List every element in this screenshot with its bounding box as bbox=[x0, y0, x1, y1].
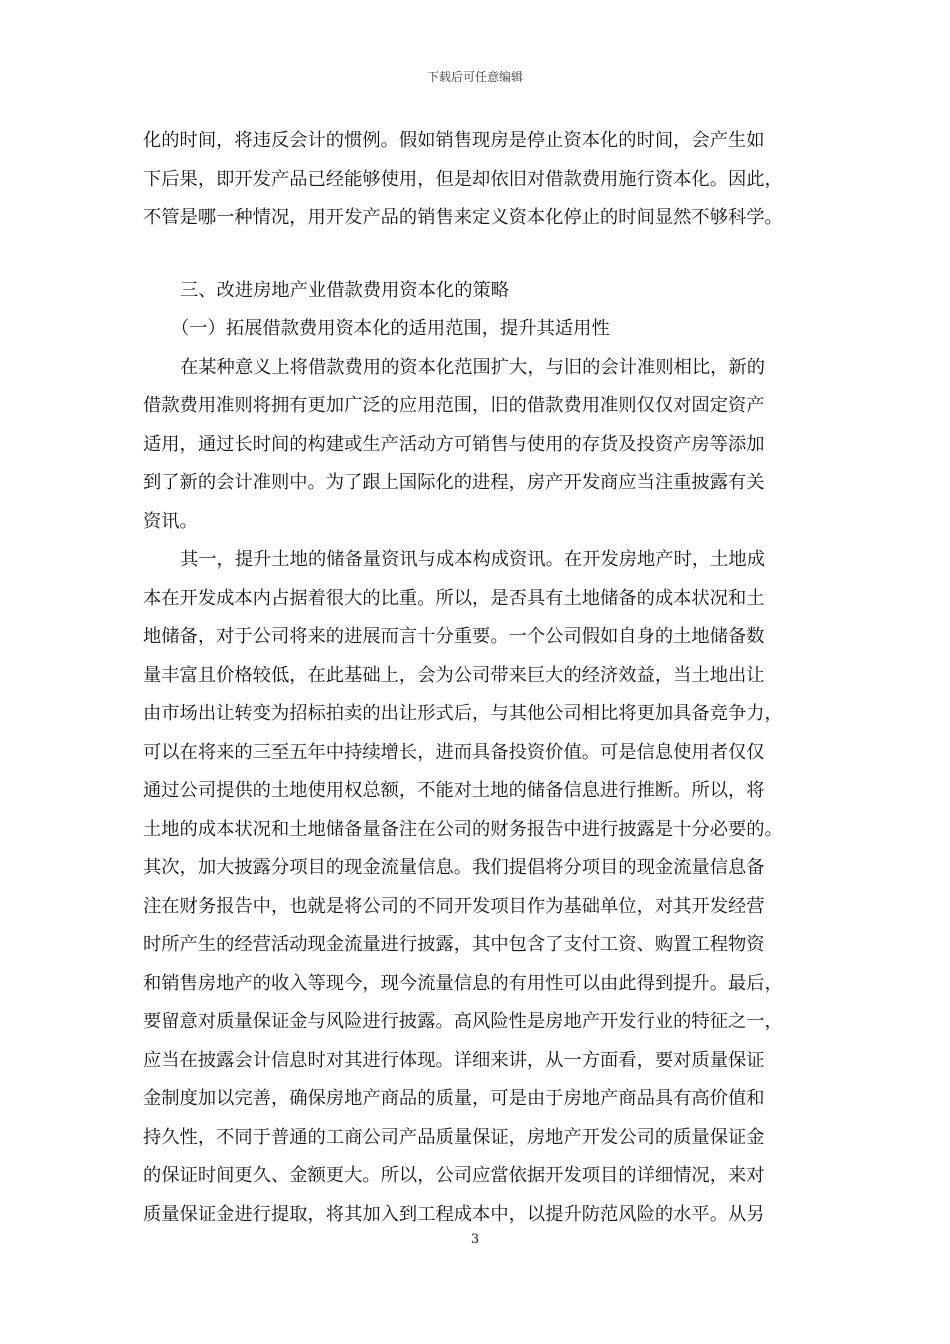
text-line: 可以在将来的三至五年中持续增长，进而具备投资价值。可是信息使用者仅仅 bbox=[143, 741, 765, 763]
text-line: 化的时间，将违反会计的惯例。假如销售现房是停止资本化的时间，会产生如 bbox=[143, 130, 765, 151]
page-header: 下载后可任意编辑 bbox=[426, 70, 523, 84]
text-line: 在某种意义上将借款费用的资本化范围扩大，与旧的会计准则相比，新的 bbox=[180, 356, 765, 378]
text-line: 土地的成本状况和土地储备量备注在公司的财务报告中进行披露是十分必要的。 bbox=[143, 818, 783, 840]
document-body bbox=[143, 122, 823, 1234]
section-heading: 三、改进房地产业借款费用资本化的策略 bbox=[180, 279, 510, 301]
text-line: 由市场出让转变为招标拍卖的出让形式后，与其他公司相比将更加具备竞争力， bbox=[143, 703, 783, 724]
text-line: 其一，提升土地的储备量资讯与成本构成资讯。在开发房地产时，土地成 bbox=[180, 549, 765, 570]
text-line: 注在财务报告中，也就是将公司的不同开发项目作为基础单位，对其开发经营 bbox=[143, 895, 765, 917]
text-line: 的保证时间更久、金额更大。所以，公司应當依据开发项目的详细情况，来对 bbox=[143, 1165, 765, 1186]
text-line: 量丰富且价格较低，在此基础上，会为公司带来巨大的经济效益，当土地出让 bbox=[143, 664, 765, 686]
subsection-heading: （一）拓展借款费用资本化的适用范围，提升其适用性 bbox=[171, 318, 610, 339]
text-line: 本在开发成本内占据着很大的比重。所以，是否具有土地储备的成本状况和土 bbox=[143, 587, 765, 609]
text-line: 适用，通过长时间的构建或生产活动方可销售与使用的存货及投资产房等添加 bbox=[143, 433, 765, 455]
text-line: 通过公司提供的土地使用权总额，不能对土地的储备信息进行推断。所以，将 bbox=[143, 780, 765, 801]
text-line: 和销售房地产的收入等现今，现今流量信息的有用性可以由此得到提升。最后， bbox=[143, 972, 783, 994]
text-line: 地储备，对于公司将来的进展而言十分重要。一个公司假如自身的土地储备数 bbox=[143, 626, 765, 647]
text-line: 下后果，即开发产品已经能够使用，但是却依旧对借款费用施行资本化。因此， bbox=[143, 168, 783, 190]
text-line: 其次，加大披露分项目的现金流量信息。我们提倡将分项目的现金流量信息备 bbox=[143, 857, 765, 878]
text-line: 资讯。 bbox=[143, 510, 198, 532]
text-line: 金制度加以完善，确保房地产商品的质量，可是由于房地产商品具有高价值和 bbox=[143, 1088, 765, 1109]
page-number: 3 bbox=[470, 1232, 480, 1247]
text-line: 不管是哪一种情况，用开发产品的销售来定义资本化停止的时间显然不够科学。 bbox=[143, 207, 783, 228]
text-line: 到了新的会计准则中。为了跟上国际化的进程，房产开发商应当注重披露有关 bbox=[143, 472, 765, 493]
paragraph-gap bbox=[143, 238, 823, 272]
text-line: 时所产生的经营活动现金流量进行披露，其中包含了支付工资、购置工程物资 bbox=[143, 934, 765, 955]
text-line: 持久性，不同于普通的工商公司产品质量保证，房地产开发公司的质量保证金 bbox=[143, 1126, 765, 1148]
text-line: 借款费用准则将拥有更加广泛的应用范围，旧的借款费用准则仅仅对固定资产 bbox=[143, 395, 765, 416]
text-line: 要留意对质量保证金与风险进行披露。高风险性是房地产开发行业的特征之一， bbox=[143, 1011, 783, 1032]
text-line: 质量保证金进行提取，将其加入到工程成本中，以提升防范风险的水平。从另 bbox=[143, 1203, 765, 1225]
text-line: 应当在披露会计信息时对其进行体现。详细来讲，从一方面看，要对质量保证 bbox=[143, 1049, 765, 1071]
